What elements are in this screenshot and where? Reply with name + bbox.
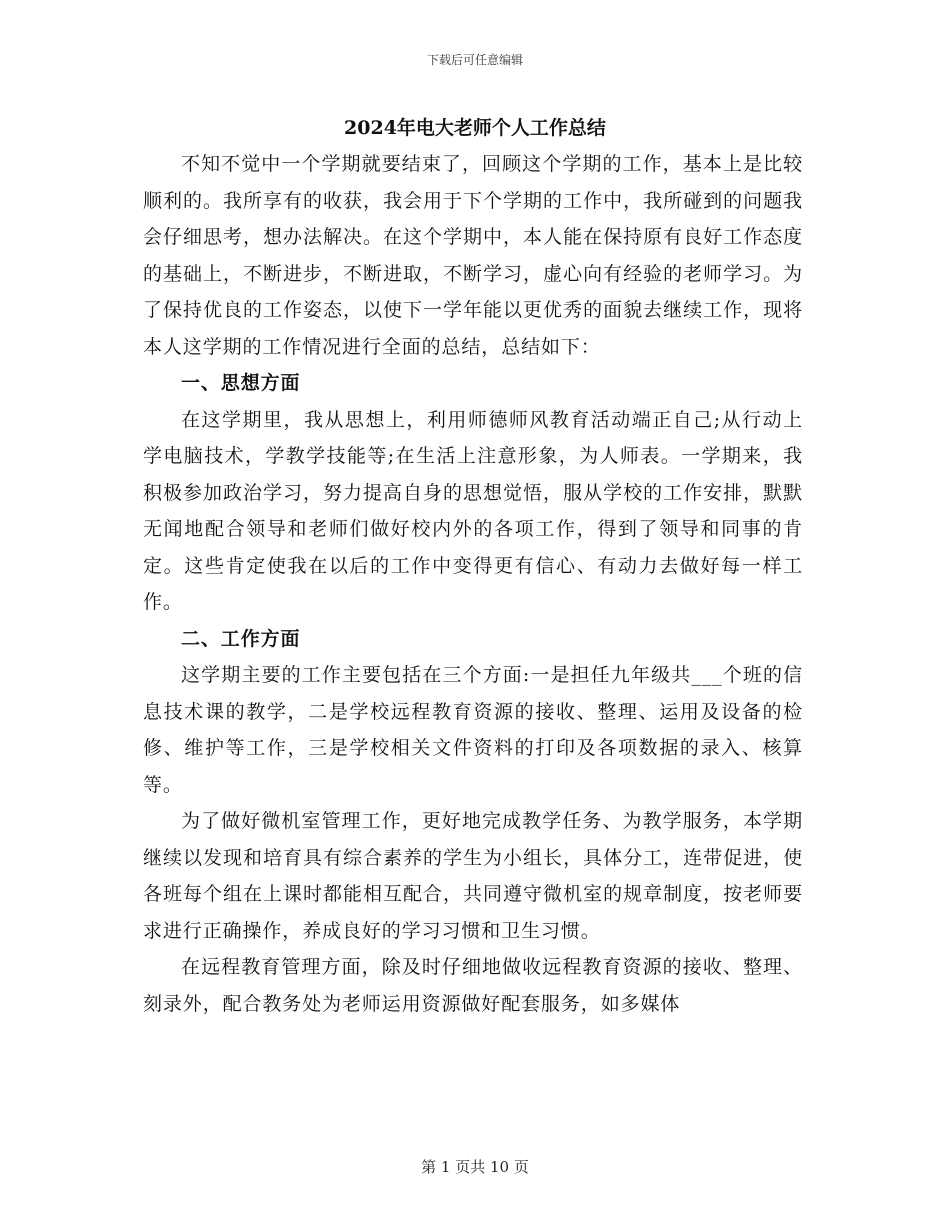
work-paragraph-2: 为了做好微机室管理工作，更好地完成教学任务、为教学服务，本学期继续以发现和培育具有综合素养的学生为小组长，具体分工，连带促进，使各班每个组在上课时都能相互配合，共同遵守微机室的规章制度，按老师要求进行正确操作，养成良好的学习习惯和卫生习惯。 — [143, 810, 803, 942]
work-paragraph-1: 这学期主要的工作主要包括在三个方面:一是担任九年级共___个班的信息技术课的教学，二是学校远程教育资源的接收、整理、运用及设备的检修、维护等工作，三是学校相关文件资料的打印及各项数据的录入、核算等。 — [143, 664, 803, 796]
page-header-note: 下载后可任意编辑 — [426, 53, 523, 67]
document-title: 2024年电大老师个人工作总结 — [344, 117, 606, 139]
document-body — [143, 146, 803, 1022]
thought-paragraph: 在这学期里，我从思想上，利用师德师风教育活动端正自己;从行动上学电脑技术，学教学技能等;在生活上注意形象，为人师表。一学期来，我积极参加政治学习，努力提高自身的思想觉悟，服从学校的工作安排，默默无闻地配合领导和老师们做好校内外的各项工作，得到了领导和同事的肯定。这些肯定使我在以后的工作中变得更有信心、有动力去做好每一样工作。 — [143, 408, 803, 613]
intro-paragraph: 不知不觉中一个学期就要结束了，回顾这个学期的工作，基本上是比较顺利的。我所享有的收获，我会用于下个学期的工作中，我所碰到的问题我会仔细思考，想办法解决。在这个学期中，本人能在保持原有良好工作态度的基础上，不断进步，不断进取，不断学习，虚心向有经验的老师学习。为了保持优良的工作姿态，以使下一学年能以更优秀的面貌去继续工作，现将本人这学期的工作情况进行全面的总结，总结如下： — [143, 153, 803, 358]
section-heading-thought: 一、思想方面 — [181, 372, 301, 394]
section-heading-work: 二、工作方面 — [181, 627, 301, 650]
page-number: 第 1 页共 10 页 — [421, 1158, 529, 1176]
work-paragraph-3: 在远程教育管理方面，除及时仔细地做收远程教育资源的接收、整理、刻录外，配合教务处为老师运用资源做好配套服务，如多媒体 — [143, 956, 803, 1015]
